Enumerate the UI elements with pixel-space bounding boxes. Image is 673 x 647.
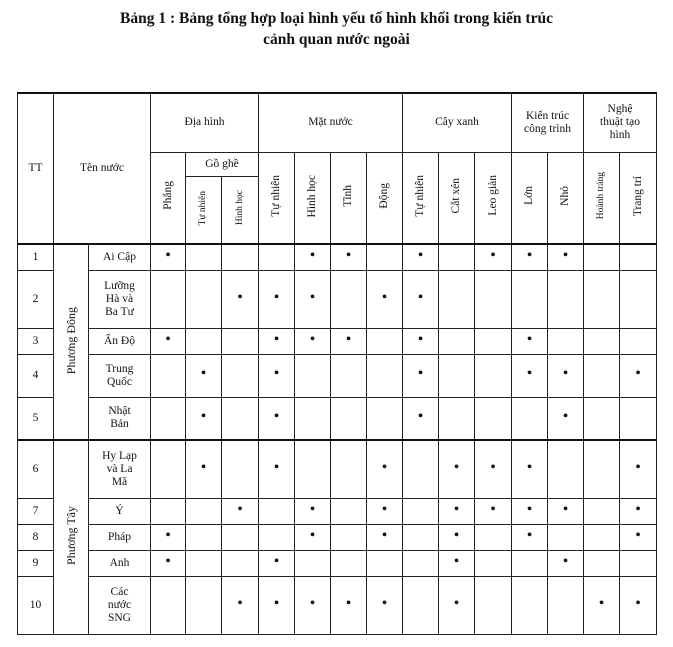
mark-cell xyxy=(620,440,657,498)
header-tree-climbing: Leo giàn xyxy=(486,175,499,217)
row-number: 8 xyxy=(18,524,54,550)
mark-cell xyxy=(620,270,657,328)
mark-cell xyxy=(512,270,548,328)
dot-mark: • xyxy=(200,365,207,382)
dot-mark: • xyxy=(200,407,207,425)
mark-cell xyxy=(186,397,222,440)
header-tt: TT xyxy=(18,93,54,244)
mark-cell xyxy=(367,328,403,354)
mark-cell xyxy=(222,550,259,576)
mark-cell xyxy=(548,524,584,550)
mark-cell xyxy=(259,244,295,270)
table-row xyxy=(18,550,657,576)
country-name-line: Pháp xyxy=(108,530,131,543)
header-rough-natural: Tự nhiên xyxy=(198,190,208,225)
header-sub-12 xyxy=(584,152,620,244)
mark-cell xyxy=(367,440,403,498)
header-sub-9 xyxy=(475,152,512,244)
header-water-moving: Động xyxy=(378,182,390,209)
mark-cell xyxy=(331,550,367,576)
mark-cell xyxy=(439,328,475,354)
mark-cell xyxy=(548,270,584,328)
table-row xyxy=(18,524,657,550)
mark-cell xyxy=(151,498,186,524)
dot-mark: • xyxy=(635,365,641,382)
header-sub-13 xyxy=(620,152,657,244)
country-name xyxy=(89,397,151,440)
mark-cell xyxy=(439,270,475,328)
mark-cell xyxy=(222,397,259,440)
mark-cell xyxy=(548,550,584,576)
mark-cell xyxy=(186,524,222,550)
mark-cell xyxy=(331,270,367,328)
table-title xyxy=(0,8,673,50)
header-art-line-3: hình xyxy=(609,129,631,142)
dot-mark: • xyxy=(562,500,569,518)
mark-cell xyxy=(259,328,295,354)
header-sub-1 xyxy=(186,176,222,244)
header-sub-4 xyxy=(295,152,331,244)
dot-mark: • xyxy=(453,526,460,544)
mark-cell xyxy=(222,328,259,354)
mark-cell xyxy=(512,244,548,270)
dot-mark: • xyxy=(237,288,243,306)
dot-mark: • xyxy=(417,365,424,382)
mark-cell xyxy=(548,354,584,397)
mark-cell xyxy=(584,576,620,634)
dot-mark: • xyxy=(165,526,171,544)
dot-mark: • xyxy=(526,246,533,264)
mark-cell xyxy=(620,524,657,550)
mark-cell xyxy=(186,244,222,270)
mark-cell xyxy=(512,354,548,397)
group-west xyxy=(54,440,89,634)
dot-mark: • xyxy=(381,594,388,612)
dot-mark: • xyxy=(490,246,496,264)
dot-mark: • xyxy=(273,407,280,425)
mark-cell xyxy=(584,524,620,550)
header-rough-geometric: Hình học xyxy=(234,190,245,226)
mark-cell xyxy=(584,244,620,270)
country-name-line: SNG xyxy=(107,611,131,624)
mark-cell xyxy=(620,576,657,634)
mark-cell xyxy=(151,576,186,634)
title-line-2: cảnh quan nước ngoài xyxy=(263,31,410,48)
dot-mark: • xyxy=(237,594,243,612)
dot-mark: • xyxy=(165,246,171,264)
dot-mark: • xyxy=(562,365,569,382)
mark-cell xyxy=(151,244,186,270)
mark-cell xyxy=(475,244,512,270)
mark-cell xyxy=(331,524,367,550)
mark-cell xyxy=(186,550,222,576)
mark-cell xyxy=(259,524,295,550)
mark-cell xyxy=(367,498,403,524)
mark-cell xyxy=(259,354,295,397)
mark-cell xyxy=(403,576,439,634)
mark-cell xyxy=(186,576,222,634)
header-sub-5 xyxy=(331,152,367,244)
mark-cell xyxy=(403,524,439,550)
mark-cell xyxy=(295,576,331,634)
mark-cell xyxy=(222,576,259,634)
header-arch-large: Lớn xyxy=(523,186,535,206)
mark-cell xyxy=(367,270,403,328)
mark-cell xyxy=(186,440,222,498)
mark-cell xyxy=(259,397,295,440)
mark-cell xyxy=(475,498,512,524)
mark-cell xyxy=(439,354,475,397)
header-water-still: Tĩnh xyxy=(342,184,354,207)
mark-cell xyxy=(259,440,295,498)
header-arch-small: Nhỏ xyxy=(559,185,571,206)
mark-cell xyxy=(439,244,475,270)
row-number: 6 xyxy=(18,440,54,498)
dot-mark: • xyxy=(635,500,641,518)
dot-mark: • xyxy=(526,526,533,544)
country-name-line: Lưỡng xyxy=(104,279,135,292)
table-row xyxy=(18,576,657,634)
mark-cell xyxy=(512,397,548,440)
mark-cell xyxy=(151,328,186,354)
mark-cell xyxy=(403,498,439,524)
mark-cell xyxy=(512,498,548,524)
dot-mark: • xyxy=(165,552,171,570)
mark-cell xyxy=(620,244,657,270)
mark-cell xyxy=(186,270,222,328)
mark-cell xyxy=(548,498,584,524)
dot-mark: • xyxy=(490,500,496,518)
mark-cell xyxy=(439,524,475,550)
mark-cell xyxy=(186,354,222,397)
mark-cell xyxy=(512,524,548,550)
mark-cell xyxy=(331,440,367,498)
mark-cell xyxy=(475,328,512,354)
row-number: 9 xyxy=(18,550,54,576)
mark-cell xyxy=(620,354,657,397)
mark-cell xyxy=(475,397,512,440)
country-name-line: Ba Tư xyxy=(105,305,134,318)
country-name xyxy=(89,354,151,397)
mark-cell xyxy=(331,328,367,354)
dot-mark: • xyxy=(598,594,605,612)
mark-cell xyxy=(367,576,403,634)
mark-cell xyxy=(403,550,439,576)
header-art-line-1: Nghệ xyxy=(607,103,633,116)
country-name-line: Bản xyxy=(110,418,129,431)
header-sub-11 xyxy=(548,152,584,244)
row-number: 4 xyxy=(18,354,54,397)
country-name-line: Quốc xyxy=(107,375,132,388)
dot-mark: • xyxy=(381,526,388,544)
header-tree-natural: Tự nhiên xyxy=(414,174,426,217)
row-number: 3 xyxy=(18,328,54,354)
mark-cell xyxy=(186,328,222,354)
country-name-line: Anh xyxy=(109,556,130,569)
header-greenery: Cây xanh xyxy=(403,93,512,152)
mark-cell xyxy=(403,328,439,354)
dot-mark: • xyxy=(381,458,388,476)
mark-cell xyxy=(439,550,475,576)
dot-mark: • xyxy=(526,330,533,348)
table-row xyxy=(18,328,657,354)
mark-cell xyxy=(295,550,331,576)
country-name-line: Trung xyxy=(105,362,134,375)
dot-mark: • xyxy=(273,288,280,306)
dot-mark: • xyxy=(309,500,316,518)
mark-cell xyxy=(439,498,475,524)
mark-cell xyxy=(295,524,331,550)
country-name xyxy=(89,524,151,550)
header-art-grand: Hoành tráng xyxy=(596,172,606,220)
mark-cell xyxy=(151,270,186,328)
table-row xyxy=(18,354,657,397)
table-row xyxy=(18,440,657,498)
country-name-line: và La xyxy=(106,462,133,475)
country-name-line: Ai Cập xyxy=(103,250,136,263)
mark-cell xyxy=(367,397,403,440)
mark-cell xyxy=(403,244,439,270)
dot-mark: • xyxy=(526,458,533,476)
mark-cell xyxy=(259,498,295,524)
mark-cell xyxy=(475,550,512,576)
title-line-1: Bảng 1 : Bảng tổng hợp loại hình yếu tố hình khối trong kiến trúc xyxy=(120,10,553,27)
mark-cell xyxy=(403,354,439,397)
header-architecture-line-2: công trình xyxy=(524,122,571,135)
dot-mark: • xyxy=(381,288,388,306)
table-row xyxy=(18,498,657,524)
mark-cell xyxy=(331,354,367,397)
mark-cell xyxy=(295,328,331,354)
dot-mark: • xyxy=(273,594,280,612)
row-number: 10 xyxy=(18,576,54,634)
dot-mark: • xyxy=(273,552,280,570)
dot-mark: • xyxy=(417,288,424,306)
dot-mark: • xyxy=(309,288,316,306)
dot-mark: • xyxy=(417,407,424,425)
group-east xyxy=(54,244,89,440)
mark-cell xyxy=(331,244,367,270)
mark-cell xyxy=(584,440,620,498)
dot-mark: • xyxy=(345,246,352,264)
dot-mark: • xyxy=(562,552,569,570)
dot-mark: • xyxy=(273,365,280,382)
mark-cell xyxy=(151,354,186,397)
dot-mark: • xyxy=(309,526,316,544)
mark-cell xyxy=(259,270,295,328)
country-name-line: Ý xyxy=(115,504,124,517)
mark-cell xyxy=(222,270,259,328)
dot-mark: • xyxy=(490,458,496,476)
header-water-geometric: Hình học xyxy=(306,174,318,217)
dot-mark: • xyxy=(453,458,460,476)
header-art xyxy=(584,93,657,152)
mark-cell xyxy=(584,328,620,354)
country-name-line: Các xyxy=(110,585,129,598)
header-terrain: Địa hình xyxy=(151,93,259,152)
mark-cell xyxy=(584,498,620,524)
country-name xyxy=(89,576,151,634)
mark-cell xyxy=(367,354,403,397)
table-row xyxy=(18,244,657,270)
header-architecture-line-1: Kiến trúc xyxy=(525,109,570,122)
dot-mark: • xyxy=(562,246,569,264)
dot-mark: • xyxy=(309,594,316,612)
row-number: 1 xyxy=(18,244,54,270)
dot-mark: • xyxy=(273,458,280,476)
dot-mark: • xyxy=(417,246,424,264)
mark-cell xyxy=(512,328,548,354)
header-sub-2 xyxy=(222,176,259,244)
mark-cell xyxy=(620,498,657,524)
dot-mark: • xyxy=(526,500,533,518)
table-row xyxy=(18,270,657,328)
mark-cell xyxy=(620,328,657,354)
header-water-natural: Tự nhiên xyxy=(270,174,282,217)
header-sub-0 xyxy=(151,152,186,244)
dot-mark: • xyxy=(635,594,641,612)
mark-cell xyxy=(548,440,584,498)
mark-cell xyxy=(512,440,548,498)
mark-cell xyxy=(439,576,475,634)
dot-mark: • xyxy=(453,594,460,612)
country-name-line: Ấn Độ xyxy=(104,334,135,347)
country-name-line: Hy Lạp xyxy=(102,449,137,462)
country-name-line: nước xyxy=(107,598,132,611)
header-water: Mặt nước xyxy=(259,93,403,152)
dot-mark: • xyxy=(237,500,243,518)
mark-cell xyxy=(151,440,186,498)
header-sub-10 xyxy=(512,152,548,244)
mark-cell xyxy=(222,244,259,270)
header-art-decorative: Trang trí xyxy=(631,175,644,216)
mark-cell xyxy=(331,397,367,440)
mark-cell xyxy=(331,576,367,634)
row-number: 5 xyxy=(18,397,54,440)
header-art-line-2: thuật tạo xyxy=(600,116,640,129)
mark-cell xyxy=(367,244,403,270)
dot-mark: • xyxy=(635,458,641,476)
mark-cell xyxy=(439,397,475,440)
dot-mark: • xyxy=(453,552,460,570)
mark-cell xyxy=(403,397,439,440)
mark-cell xyxy=(295,397,331,440)
mark-cell xyxy=(475,440,512,498)
mark-cell xyxy=(584,354,620,397)
mark-cell xyxy=(548,397,584,440)
dot-mark: • xyxy=(345,330,352,348)
mark-cell xyxy=(475,576,512,634)
mark-cell xyxy=(331,498,367,524)
country-name xyxy=(89,244,151,270)
mark-cell xyxy=(367,550,403,576)
dot-mark: • xyxy=(273,330,280,348)
dot-mark: • xyxy=(309,330,316,348)
country-name-line: Nhật xyxy=(108,405,131,418)
dot-mark: • xyxy=(165,330,171,348)
mark-cell xyxy=(295,354,331,397)
country-name xyxy=(89,498,151,524)
country-name-line: Mã xyxy=(111,475,128,488)
mark-cell xyxy=(151,397,186,440)
mark-cell xyxy=(295,244,331,270)
country-name-line: Hà và xyxy=(105,292,134,305)
dot-mark: • xyxy=(562,407,569,425)
mark-cell xyxy=(222,354,259,397)
row-number: 2 xyxy=(18,270,54,328)
country-name xyxy=(89,270,151,328)
mark-cell xyxy=(620,550,657,576)
group-east-label: Phương Đông xyxy=(63,306,78,375)
header-architecture xyxy=(512,93,584,152)
mark-cell xyxy=(151,524,186,550)
mark-cell xyxy=(222,498,259,524)
mark-cell xyxy=(475,270,512,328)
dot-mark: • xyxy=(526,365,533,382)
mark-cell xyxy=(295,440,331,498)
dot-mark: • xyxy=(635,526,641,544)
header-sub-6 xyxy=(367,152,403,244)
mark-cell xyxy=(584,270,620,328)
mark-cell xyxy=(259,550,295,576)
country-name xyxy=(89,328,151,354)
mark-cell xyxy=(512,550,548,576)
header-flat: Phẳng xyxy=(161,181,174,211)
table-row xyxy=(18,397,657,440)
mark-cell xyxy=(548,244,584,270)
mark-cell xyxy=(584,397,620,440)
mark-cell xyxy=(512,576,548,634)
row-number: 7 xyxy=(18,498,54,524)
header-sub-7 xyxy=(403,152,439,244)
mark-cell xyxy=(439,440,475,498)
country-name xyxy=(89,440,151,498)
mark-cell xyxy=(367,524,403,550)
dot-mark: • xyxy=(453,500,460,518)
group-west-label: Phương Tây xyxy=(63,506,78,566)
summary-table xyxy=(17,92,657,635)
country-name xyxy=(89,550,151,576)
header-sub-8 xyxy=(439,152,475,244)
mark-cell xyxy=(151,550,186,576)
mark-cell xyxy=(403,270,439,328)
mark-cell xyxy=(259,576,295,634)
mark-cell xyxy=(222,440,259,498)
mark-cell xyxy=(475,354,512,397)
dot-mark: • xyxy=(381,500,388,518)
header-sub-3 xyxy=(259,152,295,244)
dot-mark: • xyxy=(417,330,424,348)
header-rough: Gồ ghề xyxy=(186,152,259,176)
mark-cell xyxy=(475,524,512,550)
header-country-name: Tên nước xyxy=(54,93,151,244)
dot-mark: • xyxy=(345,594,352,612)
mark-cell xyxy=(620,397,657,440)
mark-cell xyxy=(222,524,259,550)
header-tree-trimmed: Cắt xén xyxy=(450,178,462,214)
mark-cell xyxy=(295,498,331,524)
mark-cell xyxy=(548,576,584,634)
mark-cell xyxy=(584,550,620,576)
dot-mark: • xyxy=(309,246,316,264)
mark-cell xyxy=(403,440,439,498)
mark-cell xyxy=(295,270,331,328)
mark-cell xyxy=(186,498,222,524)
dot-mark: • xyxy=(200,458,207,476)
mark-cell xyxy=(548,328,584,354)
